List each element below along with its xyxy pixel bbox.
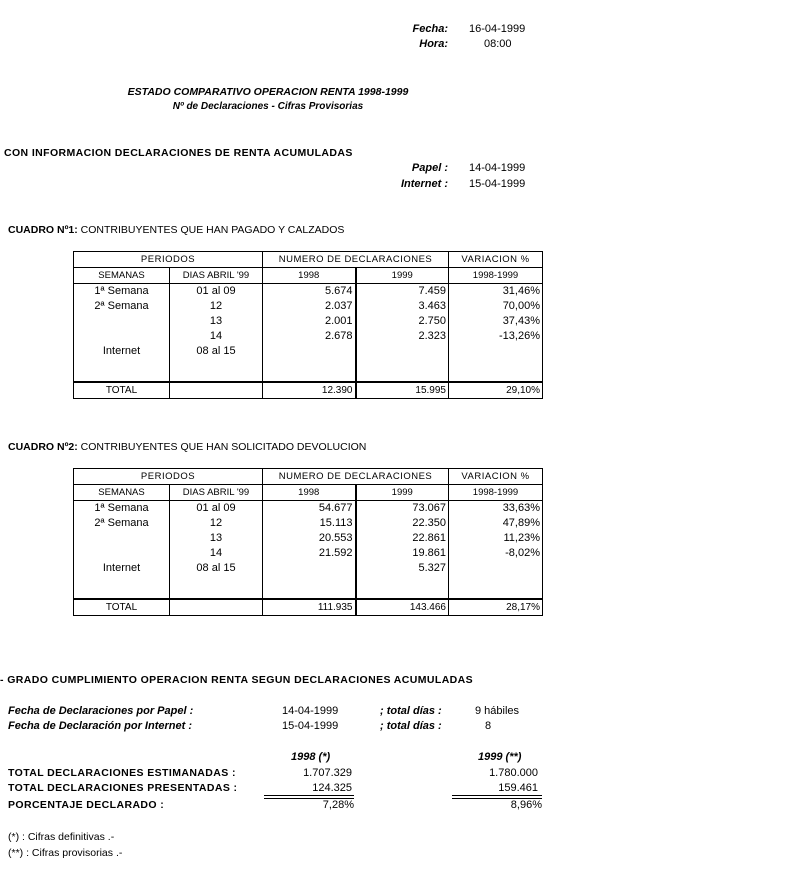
dias-cell: 08 al 15 (170, 561, 263, 576)
cuadro1-table (73, 251, 543, 399)
col-header-1998: 1998 (263, 268, 356, 284)
section2-heading: - GRADO CUMPLIMIENTO OPERACION RENTA SEGUN DECLARACIONES ACUMULADAS (0, 674, 474, 686)
variation-cell: 37,43% (449, 314, 543, 329)
value-1999-cell: 22.861 (356, 531, 449, 546)
dias-cell: 01 al 09 (170, 501, 263, 517)
papel-label: Papel : (411, 162, 448, 174)
col-header-1999: 1999 (356, 268, 449, 284)
hora-value: 08:00 (484, 38, 512, 50)
value-1999-cell: 22.350 (356, 516, 449, 531)
col-header-1998: 1998 (263, 485, 356, 501)
papel-total-days-value: 9 hábiles (475, 705, 520, 717)
spacer-row (74, 576, 543, 599)
col-header-numero: NUMERO DE DECLARACIONES (263, 469, 449, 485)
cuadro2-caption (8, 441, 366, 453)
internet-date-label: Fecha de Declaración por Internet : (8, 720, 192, 732)
presentadas-1999: 159.461 (498, 782, 538, 794)
col-header-dias: DIAS ABRIL '99 (170, 485, 263, 501)
semana-cell (74, 329, 170, 344)
semana-cell (74, 546, 170, 561)
cuadro2-table (73, 468, 543, 616)
value-1999-cell: 73.067 (356, 501, 449, 517)
internet-total-days-label: ; total días : (380, 720, 442, 732)
value-1999-cell: 2.323 (356, 329, 449, 344)
value-1998-cell: 2.037 (263, 299, 356, 314)
variation-cell: -13,26% (449, 329, 543, 344)
table-row (74, 501, 543, 517)
estimadas-1998: 1.707.329 (303, 767, 352, 779)
dias-cell: 01 al 09 (170, 284, 263, 300)
papel-total-days-label: ; total días : (380, 705, 442, 717)
value-1999-cell: 19.861 (356, 546, 449, 561)
col-header-1999: 1999 (356, 485, 449, 501)
cuadro1-caption-id: CUADRO Nº1: (8, 224, 78, 236)
value-1998-cell: 5.674 (263, 284, 356, 300)
internet-total-days-value: 8 (485, 720, 492, 732)
dias-cell: 12 (170, 299, 263, 314)
dias-cell: 12 (170, 516, 263, 531)
value-1998-cell: 20.553 (263, 531, 356, 546)
semana-cell (74, 531, 170, 546)
table-row (74, 284, 543, 300)
semana-cell: 2ª Semana (74, 299, 170, 314)
value-1998-cell: 21.592 (263, 546, 356, 561)
col-header-periodos: PERIODOS (74, 469, 263, 485)
col-header-var: 1998-1999 (449, 268, 543, 284)
column-header-1998: 1998 (*) (291, 751, 331, 763)
section1-heading: CON INFORMACION DECLARACIONES DE RENTA ACUMULADAS (4, 147, 353, 159)
spacer-row (74, 359, 543, 382)
value-1998-cell (263, 561, 356, 576)
porcentaje-1999: 8,96% (510, 799, 542, 811)
variation-cell: -8,02% (449, 546, 543, 561)
variation-cell (449, 561, 543, 576)
semana-cell: Internet (74, 561, 170, 576)
footnote-definitivas: (*) : Cifras definitivas .- (8, 831, 115, 843)
col-header-periodos: PERIODOS (74, 252, 263, 268)
report-title: ESTADO COMPARATIVO OPERACION RENTA 1998-1999 (127, 86, 409, 98)
variation-cell: 33,63% (449, 501, 543, 517)
total-row (74, 382, 543, 399)
table-row (74, 531, 543, 546)
total-row (74, 599, 543, 616)
semana-cell: Internet (74, 344, 170, 359)
total-variation: 29,10% (449, 382, 543, 399)
dias-cell: 14 (170, 329, 263, 344)
total-1999: 143.466 (356, 599, 449, 616)
report-subtitle: Nº de Declaraciones - Cifras Provisorias (172, 101, 364, 112)
total-1998: 12.390 (263, 382, 356, 399)
table-row (74, 561, 543, 576)
value-1999-cell: 3.463 (356, 299, 449, 314)
value-1999-cell (356, 344, 449, 359)
table-row (74, 546, 543, 561)
value-1999-cell: 7.459 (356, 284, 449, 300)
internet-label: Internet : (400, 178, 448, 190)
total-variation: 28,17% (449, 599, 543, 616)
papel-date: 14-04-1999 (469, 162, 526, 174)
dias-cell: 08 al 15 (170, 344, 263, 359)
col-header-variacion: VARIACION % (449, 252, 543, 268)
papel-date-label: Fecha de Declaraciones por Papel : (8, 705, 194, 717)
value-1998-cell: 2.001 (263, 314, 356, 329)
dias-cell: 13 (170, 314, 263, 329)
porcentaje-label: PORCENTAJE DECLARADO : (8, 799, 165, 811)
value-1998-cell: 54.677 (263, 501, 356, 517)
semana-cell: 1ª Semana (74, 284, 170, 300)
value-1998-cell (263, 344, 356, 359)
col-header-numero: NUMERO DE DECLARACIONES (263, 252, 449, 268)
value-1999-cell: 2.750 (356, 314, 449, 329)
variation-cell: 31,46% (449, 284, 543, 300)
column-header-1999: 1999 (**) (478, 751, 522, 763)
total-label: TOTAL (74, 599, 170, 616)
semana-cell: 1ª Semana (74, 501, 170, 517)
variation-cell (449, 344, 543, 359)
dias-cell: 14 (170, 546, 263, 561)
value-1998-cell: 2.678 (263, 329, 356, 344)
cuadro2-caption-text: CONTRIBUYENTES QUE HAN SOLICITADO DEVOLUCION (77, 441, 367, 453)
table-row (74, 329, 543, 344)
internet-date: 15-04-1999 (469, 178, 526, 190)
table-row (74, 314, 543, 329)
cuadro2-caption-id: CUADRO Nº2: (8, 441, 78, 453)
value-1998-cell: 15.113 (263, 516, 356, 531)
col-header-var: 1998-1999 (449, 485, 543, 501)
papel-date-value: 14-04-1999 (282, 705, 339, 717)
internet-date-value: 15-04-1999 (282, 720, 339, 732)
estimadas-1999: 1.780.000 (489, 767, 538, 779)
total-1999: 15.995 (356, 382, 449, 399)
variation-cell: 47,89% (449, 516, 543, 531)
col-header-variacion: VARIACION % (449, 469, 543, 485)
col-header-dias: DIAS ABRIL '99 (170, 268, 263, 284)
footnote-provisorias: (**) : Cifras provisorias .- (8, 847, 123, 859)
variation-cell: 11,23% (449, 531, 543, 546)
fecha-value: 16-04-1999 (469, 23, 526, 35)
fecha-label: Fecha: (412, 23, 448, 35)
dias-cell: 13 (170, 531, 263, 546)
semana-cell (74, 314, 170, 329)
presentadas-label: TOTAL DECLARACIONES PRESENTADAS : (8, 782, 238, 794)
estimadas-label: TOTAL DECLARACIONES ESTIMANADAS : (8, 767, 236, 779)
variation-cell: 70,00% (449, 299, 543, 314)
total-label: TOTAL (74, 382, 170, 399)
presentadas-1998: 124.325 (312, 782, 352, 794)
table-row (74, 344, 543, 359)
col-header-semanas: SEMANAS (74, 268, 170, 284)
cuadro1-caption-text: CONTRIBUYENTES QUE HAN PAGADO Y CALZADOS (77, 224, 345, 236)
semana-cell: 2ª Semana (74, 516, 170, 531)
hora-label: Hora: (419, 38, 448, 50)
table-row (74, 516, 543, 531)
col-header-semanas: SEMANAS (74, 485, 170, 501)
table-row (74, 299, 543, 314)
porcentaje-1998: 7,28% (322, 799, 354, 811)
cuadro1-caption (8, 224, 344, 236)
value-1999-cell: 5.327 (356, 561, 449, 576)
total-1998: 111.935 (263, 599, 356, 616)
